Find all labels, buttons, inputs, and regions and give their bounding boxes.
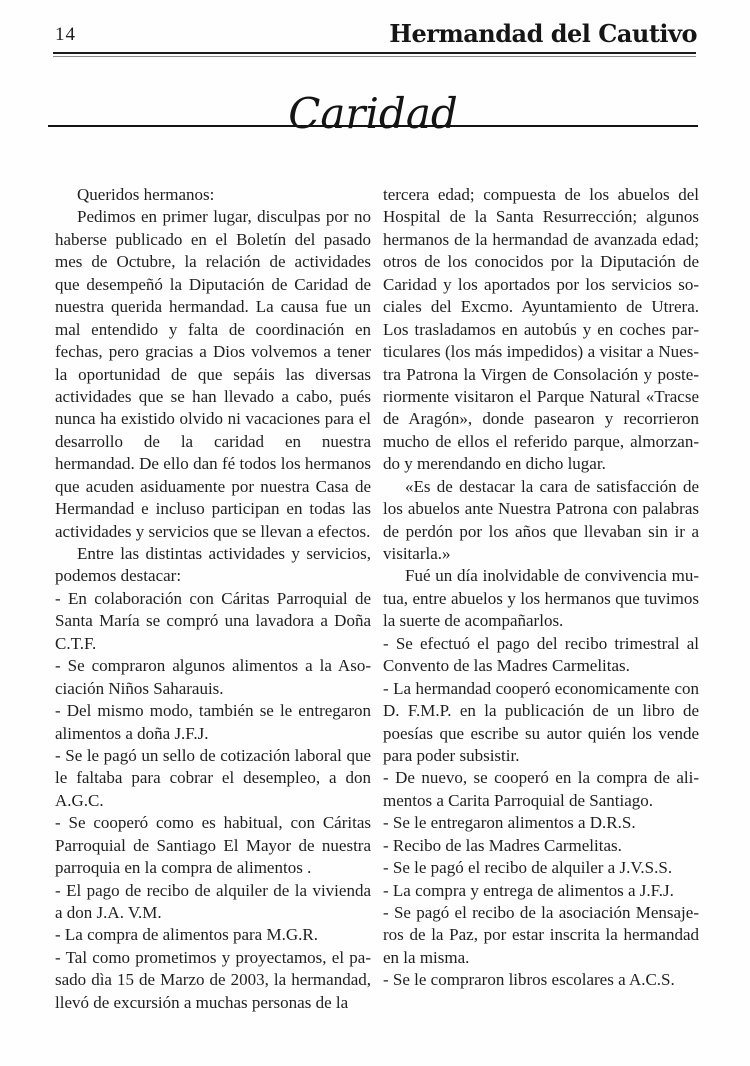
paragraph: - Se le entregaron alimentos a D.R.S. bbox=[383, 813, 636, 833]
paragraph: - Recibo de las Madres Carmelitas. bbox=[383, 835, 622, 855]
section-title-block bbox=[48, 89, 698, 138]
paragraph: - Se pagó el recibo de la asociación Mensajeros de la Paz, por estar inscrita la hermandad en la misma. bbox=[383, 903, 699, 967]
paragraph: - Se le compraron libros escolares a A.C.S. bbox=[383, 970, 675, 990]
paragraph: - Se efectuó el pago del recibo trimestral al Convento de las Madres Carmelitas. bbox=[383, 633, 699, 676]
paragraph: - La hermandad cooperó economicamente con D. F.M.P. en la publicación de un libro de poesías que escribe su autor quién los vende para poder subsistir. bbox=[383, 678, 699, 765]
left-column bbox=[55, 184, 371, 1014]
section-title: Caridad bbox=[288, 89, 458, 138]
right-column bbox=[383, 184, 699, 1014]
paragraph: - Se cooperó como es habitual, con Cáritas Parroquial de Santiago El Mayor de nuestra parroquia en la compra de alimentos . bbox=[55, 813, 371, 878]
paragraph: - Se compraron algunos alimentos a la Asociación Niños Saharauis. bbox=[55, 656, 371, 698]
paragraph: - Tal como prometimos y proyectamos, el pasado dìa 15 de Marzo de 2003, la hermandad, llevó de excursión a muchas personas de la bbox=[55, 947, 371, 1012]
paragraph: Fué un día inolvidable de convivencia mutua, entre abuelos y los hermanos que tuvimos la suerte de acompañarlos. bbox=[383, 566, 699, 631]
page-number: 14 bbox=[55, 24, 76, 45]
paragraph: - Se le pagó un sello de cotización laboral que le faltaba para cobrar el desempleo, a don A.G.C. bbox=[55, 745, 371, 810]
paragraph: - Del mismo modo, también se le entregaron alimentos a doña J.F.J. bbox=[55, 701, 371, 743]
paragraph: - El pago de recibo de alquiler de la vivienda a don J.A. V.M. bbox=[55, 880, 371, 922]
header-rule-thin bbox=[53, 56, 696, 57]
paragraph: - De nuevo, se cooperó en la compra de alimentos a Carita Parroquial de Santiago. bbox=[383, 768, 699, 810]
paragraph: Pedimos en primer lugar, disculpas por no haberse publicado en el Boletín del pasado mes de Octubre, la relación de actividades que desempeñó la Diputación de Caridad de nuestra querida hermandad. La causa fue un mal entendido y falta de coordinación en fechas, pero gracias a Dios volvemos a tener la oportunidad de que sepáis las diversas actividades que se han llevado a cabo, pués nunca ha existido olvido ni vacaciones para el desarrollo de la caridad en nuestra hermandad. De ello dan fé todos los hermanos que acuden asiduamente por nuestra Casa de Hermandad e incluso participan en todas las actividades y servicios que se llevan a efectos. bbox=[55, 207, 371, 541]
header-rule-thick bbox=[53, 52, 696, 54]
paragraph: - La compra de alimentos para M.G.R. bbox=[55, 925, 318, 945]
paragraph: «Es de destacar la cara de satisfacción de los abuelos ante Nuestra Patrona con palabras de perdón por los años que llevaban sin ir a visitarla.» bbox=[383, 476, 699, 563]
paragraph: Entre las distintas actividades y servicios, podemos destacar: bbox=[55, 544, 371, 586]
paragraph: - La compra y entrega de alimentos a J.F.J. bbox=[383, 880, 674, 900]
header-rule bbox=[53, 52, 696, 57]
article-body bbox=[55, 184, 699, 1014]
page-header bbox=[55, 19, 697, 48]
header-title: Hermandad del Cautivo bbox=[389, 19, 697, 48]
paragraph: Queridos hermanos: bbox=[77, 185, 215, 204]
paragraph: - Se le pagó el recibo de alquiler a J.V.S.S. bbox=[383, 858, 673, 878]
paragraph: tercera edad; compuesta de los abuelos del Hospital de la Santa Resurrección; algunos hermanos de la hermandad de avanzada edad; otros de los conocidos por la Diputación de Caridad y los aportados por los servicios sociales del Excmo. Ayuntamiento de Utrera. Los trasladamos en autobús y en coches particulares (los más impedidos) a visitar a Nuestra Patrona la Virgen de Consolación y posteriormente visitaron el Parque Natural «Tracse de Aragón», donde pasearon y recorrieron mucho de ellos el referido parque, almorzando y merendando en dicho lugar. bbox=[383, 185, 699, 474]
paragraph: - En colaboración con Cáritas Parroquial de Santa María se compró una lavadora a Doña C.T.F. bbox=[55, 588, 371, 653]
